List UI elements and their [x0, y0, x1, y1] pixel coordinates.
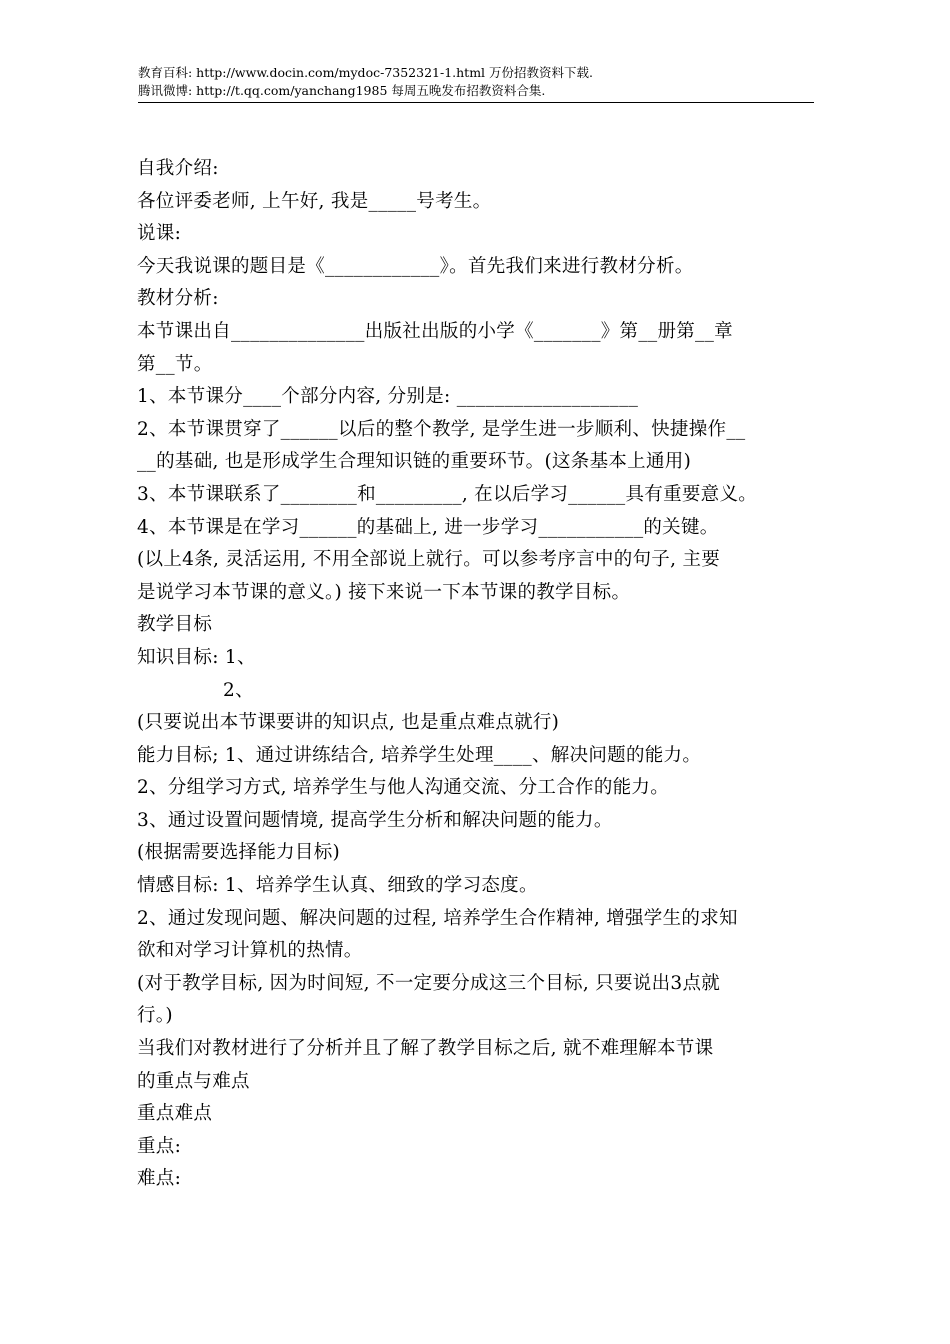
emotion-goal-2-cont: 欲和对学习计算机的热情。 — [137, 940, 363, 962]
goals-note-cont: 行。) — [137, 1005, 173, 1027]
analysis-note-cont: 是说学习本节课的意义。) 接下来说一下本节课的教学目标。 — [137, 581, 631, 603]
emotion-goal-2: 2、通过发现问题、解决问题的过程, 培养学生合作精神, 增强学生的求知 — [137, 907, 738, 929]
teaching-goals-heading: 教学目标 — [137, 614, 213, 636]
ability-goal-3: 3、通过设置问题情境, 提高学生分析和解决问题的能力。 — [137, 809, 613, 831]
analysis-point-3: 3、本节课联系了________和_________, 在以后学习______具有重要意义。 — [137, 483, 758, 505]
header-weibo-line: 腾讯微博: http://t.qq.com/yanchang1985 每周五晚发布招教资料合集. — [138, 83, 546, 98]
ability-goal-note: (根据需要选择能力目标) — [137, 842, 341, 864]
goals-note: (对于教学目标, 因为时间短, 不一定要分成这三个目标, 只要说出3点就 — [137, 972, 721, 994]
knowledge-goal-note: (只要说出本节课要讲的知识点, 也是重点难点就行) — [137, 712, 560, 734]
material-analysis-heading: 教材分析: — [137, 288, 219, 310]
document-body — [137, 153, 822, 1196]
transition-line: 当我们对教材进行了分析并且了解了教学目标之后, 就不难理解本节课 — [137, 1038, 714, 1060]
key-point-label: 重点: — [137, 1135, 182, 1157]
ability-goal-1: 能力目标; 1、通过讲练结合, 培养学生处理____、解决问题的能力。 — [137, 744, 702, 766]
difficult-point-label: 难点: — [137, 1168, 182, 1190]
lecture-heading: 说课: — [137, 223, 182, 245]
analysis-point-4: 4、本节课是在学习______的基础上, 进一步学习___________的关键。 — [137, 516, 719, 538]
material-source-line-cont: 第__节。 — [137, 353, 213, 375]
lecture-title-line: 今天我说课的题目是《____________》。首先我们来进行教材分析。 — [137, 255, 694, 277]
key-difficult-heading: 重点难点 — [137, 1103, 213, 1125]
ability-goal-2: 2、分组学习方式, 培养学生与他人沟通交流、分工合作的能力。 — [137, 777, 670, 799]
knowledge-goal-1: 知识目标: 1、 — [137, 646, 256, 668]
greeting-line: 各位评委老师, 上午好, 我是_____号考生。 — [137, 190, 492, 212]
transition-line-cont: 的重点与难点 — [137, 1070, 250, 1092]
material-source-line: 本节课出自______________出版社出版的小学《_______》第__册第__章 — [137, 320, 733, 342]
analysis-point-2: 2、本节课贯穿了______以后的整个教学, 是学生进一步顺利、快捷操作__ — [137, 418, 746, 440]
emotion-goal-1: 情感目标: 1、培养学生认真、细致的学习态度。 — [137, 875, 538, 897]
self-intro-heading: 自我介绍: — [137, 158, 219, 179]
page-header — [138, 64, 814, 103]
header-docin-line: 教育百科: http://www.docin.com/mydoc-7352321-1.html 万份招教资料下载. — [138, 65, 594, 80]
analysis-point-1: 1、本节课分____个部分内容, 分别是: ___________________ — [137, 386, 639, 408]
knowledge-goal-2: 2、 — [223, 679, 254, 701]
analysis-point-2-cont: __的基础, 也是形成学生合理知识链的重要环节。(这条基本上通用) — [137, 451, 692, 473]
analysis-note: (以上4条, 灵活运用, 不用全部说上就行。可以参考序言中的句子, 主要 — [137, 549, 721, 571]
